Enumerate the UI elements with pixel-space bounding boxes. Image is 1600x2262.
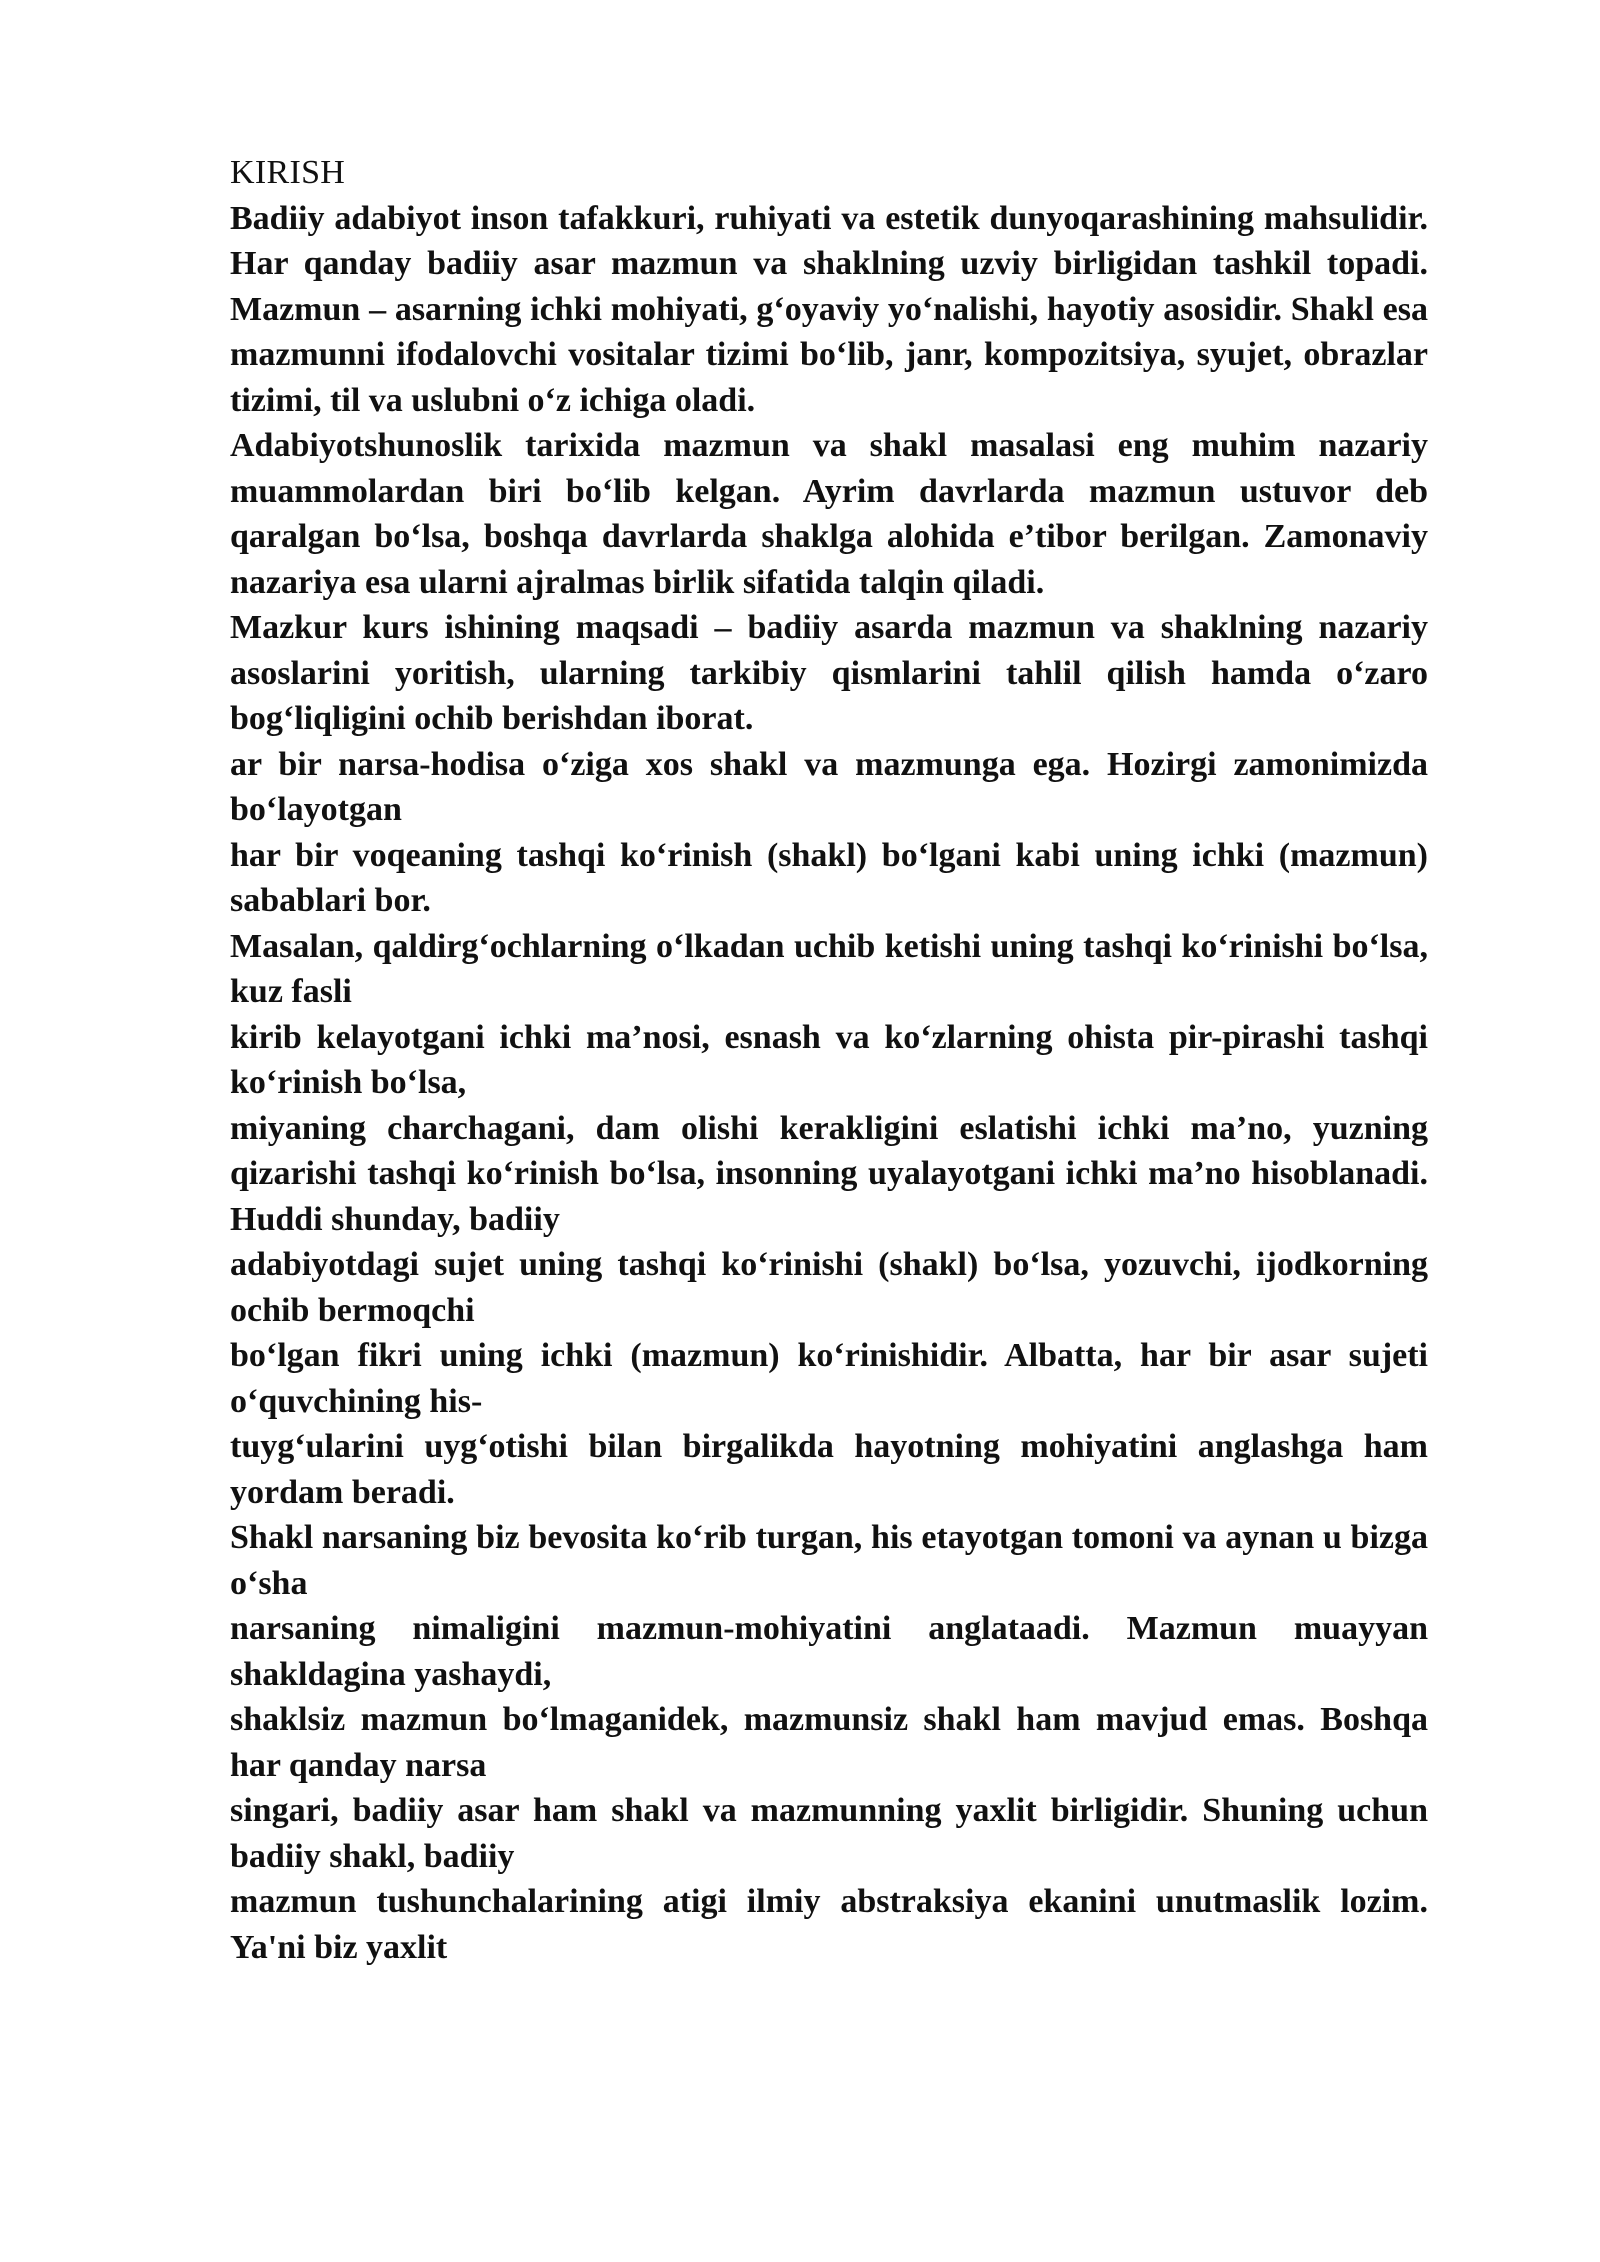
- paragraph: mazmun tushunchalarining atigi ilmiy abstraksiya ekanini unutmaslik lozim. Ya'ni biz yaxlit: [230, 1883, 1428, 1966]
- paragraph: Adabiyotshunoslik tarixida mazmun va shakl masalasi eng muhim nazariy muammolardan biri bo‘lib kelgan. Ayrim davrlarda mazmun ustuvor deb qaralgan bo‘lsa, boshqa davrlarda shaklga alohida e’tibor berilgan. Zamonaviy nazariya esa ularni ajralmas birlik sifatida talqin qiladi.: [230, 427, 1428, 601]
- paragraph: narsaning nimaligini mazmun-mohiyatini anglataadi. Mazmun muayyan shakldagina yashaydi,: [230, 1610, 1428, 1693]
- paragraph: Shakl narsaning biz bevosita ko‘rib turgan, his etayotgan tomoni va aynan u bizga o‘sha: [230, 1519, 1428, 1602]
- paragraph: Mazkur kurs ishining maqsadi – badiiy asarda mazmun va shaklning nazariy asoslarini yoritish, ularning tarkibiy qismlarini tahlil qilish hamda o‘zaro bog‘liqligini ochib berishdan iborat.: [230, 609, 1428, 737]
- section-title: KIRISH: [230, 154, 346, 191]
- paragraph: har bir voqeaning tashqi ko‘rinish (shakl) bo‘lgani kabi uning ichki (mazmun) sabablari bor.: [230, 836, 1428, 919]
- paragraph: adabiyotdagi sujet uning tashqi ko‘rinishi (shakl) bo‘lsa, yozuvchi, ijodkorning ochib bermoqchi: [230, 1246, 1428, 1329]
- paragraph: bo‘lgan fikri uning ichki (mazmun) ko‘rinishidir. Albatta, har bir asar sujeti o‘quvchining his-: [230, 1337, 1428, 1420]
- paragraph: Masalan, qaldirg‘ochlarning o‘lkadan uchib ketishi uning tashqi ko‘rinishi bo‘lsa, kuz fasli: [230, 927, 1428, 1010]
- paragraph: Badiiy adabiyot inson tafakkuri, ruhiyati va estetik dunyoqarashining mahsulidir. Har qanday badiiy asar mazmun va shaklning uzviy birligidan tashkil topadi. Mazmun – asarning ichki mohiyati, g‘oyaviy yo‘nalishi, hayotiy asosidir. Shakl esa mazmunni ifodalovchi vositalar tizimi bo‘lib, janr, kompozitsiya, syujet, obrazlar tizimi, til va uslubni o‘z ichiga oladi.: [230, 199, 1428, 419]
- paragraph: tuyg‘ularini uyg‘otishi bilan birgalikda hayotning mohiyatini anglashga ham yordam beradi.: [230, 1428, 1428, 1511]
- paragraph: singari, badiiy asar ham shakl va mazmunning yaxlit birligidir. Shuning uchun badiiy shakl, badiiy: [230, 1792, 1428, 1875]
- paragraph: kirib kelayotgani ichki ma’nosi, esnash va ko‘zlarning ohista pir-pirashi tashqi ko‘rinish bo‘lsa,: [230, 1018, 1428, 1101]
- document-page: [230, 150, 1428, 1970]
- paragraph: ar bir narsa-hodisa o‘ziga xos shakl va mazmunga ega. Hozirgi zamonimizda bo‘layotgan: [230, 745, 1428, 828]
- paragraph: shaklsiz mazmun bo‘lmaganidek, mazmunsiz shakl ham mavjud emas. Boshqa har qanday narsa: [230, 1701, 1428, 1784]
- paragraph: miyaning charchagani, dam olishi kerakligini eslatishi ichki ma’no, yuzning qizarishi tashqi ko‘rinish bo‘lsa, insonning uyalayotgani ichki ma’no hisoblanadi. Huddi shunday, badiiy: [230, 1109, 1428, 1238]
